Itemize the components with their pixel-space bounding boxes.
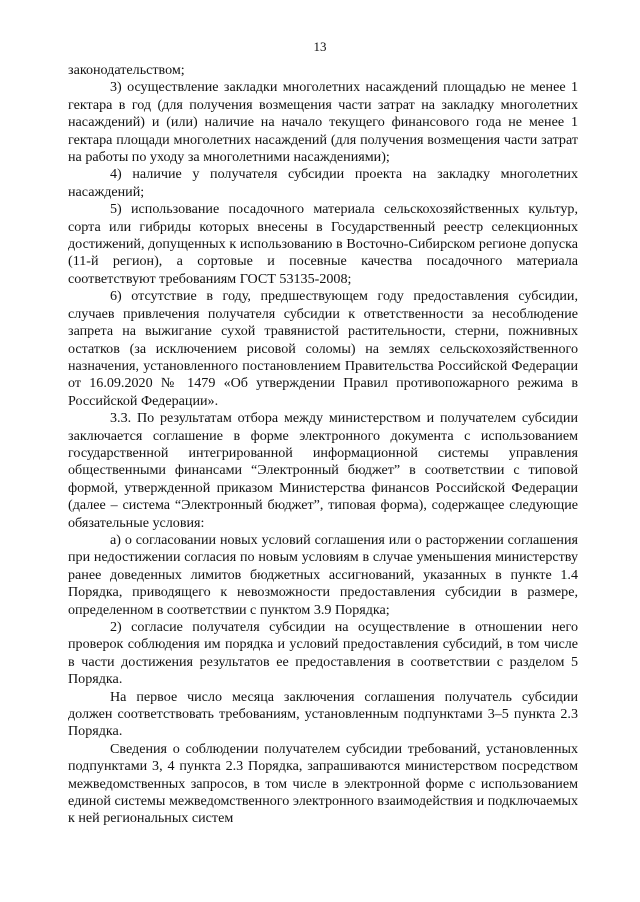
paragraph-information: Сведения о соблюдении получателем субсидии требований, установленных подпунктами 3, 4 пункта 2.3 Порядка, запрашиваются министерством посредством межведомственных запросов, в том числе в электронной форме с использованием единой системы межведомственного электронного взаимодействия и подключаемых к ней региональных систем — [68, 740, 578, 827]
paragraph-condition-2: 2) согласие получателя субсидии на осуществление в отношении него проверок соблюдения им порядка и условий предоставления субсидий, в том числе в части достижения результатов ее предоставления в соответствии с разделом 5 Порядка. — [68, 619, 578, 688]
paragraph-section-3-3: 3.3. По результатам отбора между министерством и получателем субсидии заключается соглашение в форме электронного документа с использованием государственной интегрированной информационной системы управления общественными финансами “Электронный бюджет” в соответствии с типовой формой, утвержденной приказом Министерства финансов Российской Федерации (далее – система “Электронный бюджет”, типовая форма), содержащее следующие обязательные условия: — [68, 410, 578, 531]
paragraph-requirements: На первое число месяца заключения соглашения получатель субсидии должен соответствовать требованиям, установленным подпунктами 3–5 пункта 2.3 Порядка. — [68, 688, 578, 740]
page-number: 13 — [313, 39, 327, 54]
document-body — [68, 62, 578, 828]
paragraph-continuation: законодательством; — [68, 62, 185, 78]
paragraph-item-4: 4) наличие у получателя субсидии проекта на закладку многолетних насаждений; — [68, 166, 578, 200]
paragraph-condition-a: а) о согласовании новых условий соглашения или о расторжении соглашения при недостижении согласия по новым условиям в случае уменьшения министерству ранее доведенных лимитов бюджетных ассигнований, указанных в пункте 1.4 Порядка, приводящего к невозможности предоставления субсидии в размере, определенном в соответствии с пунктом 3.9 Порядка; — [68, 531, 578, 618]
paragraph-item-6: 6) отсутствие в году, предшествующем году предоставления субсидии, случаев привлечения получателя субсидии к ответственности за несоблюдение запрета на выжигание сухой травянистой растительности, стерни, пожнивных остатков (за исключением рисовой соломы) на землях сельскохозяйственного назначения, установленного постановлением Правительства Российской Федерации от 16.09.2020 № 1479 «Об утверждении Правил противопожарного режима в Российской Федерации». — [68, 288, 578, 409]
paragraph-item-5: 5) использование посадочного материала сельскохозяйственных культур, сорта или гибриды которых внесены в Государственный реестр селекционных достижений, допущенных к использованию в Восточно-Сибирском регионе допуска (11-й регион), а сортовые и посевные качества посадочного материала соответствуют требованиям ГОСТ 53135-2008; — [68, 201, 578, 287]
paragraph-item-3: 3) осуществление закладки многолетних насаждений площадью не менее 1 гектара в год (для получения возмещения части затрат на закладку многолетних насаждений) и (или) наличие на начало текущего финансового года не менее 1 гектара площади многолетних насаждений (для получения возмещения части затрат на работы по уходу за многолетними насаждениями); — [68, 79, 578, 166]
